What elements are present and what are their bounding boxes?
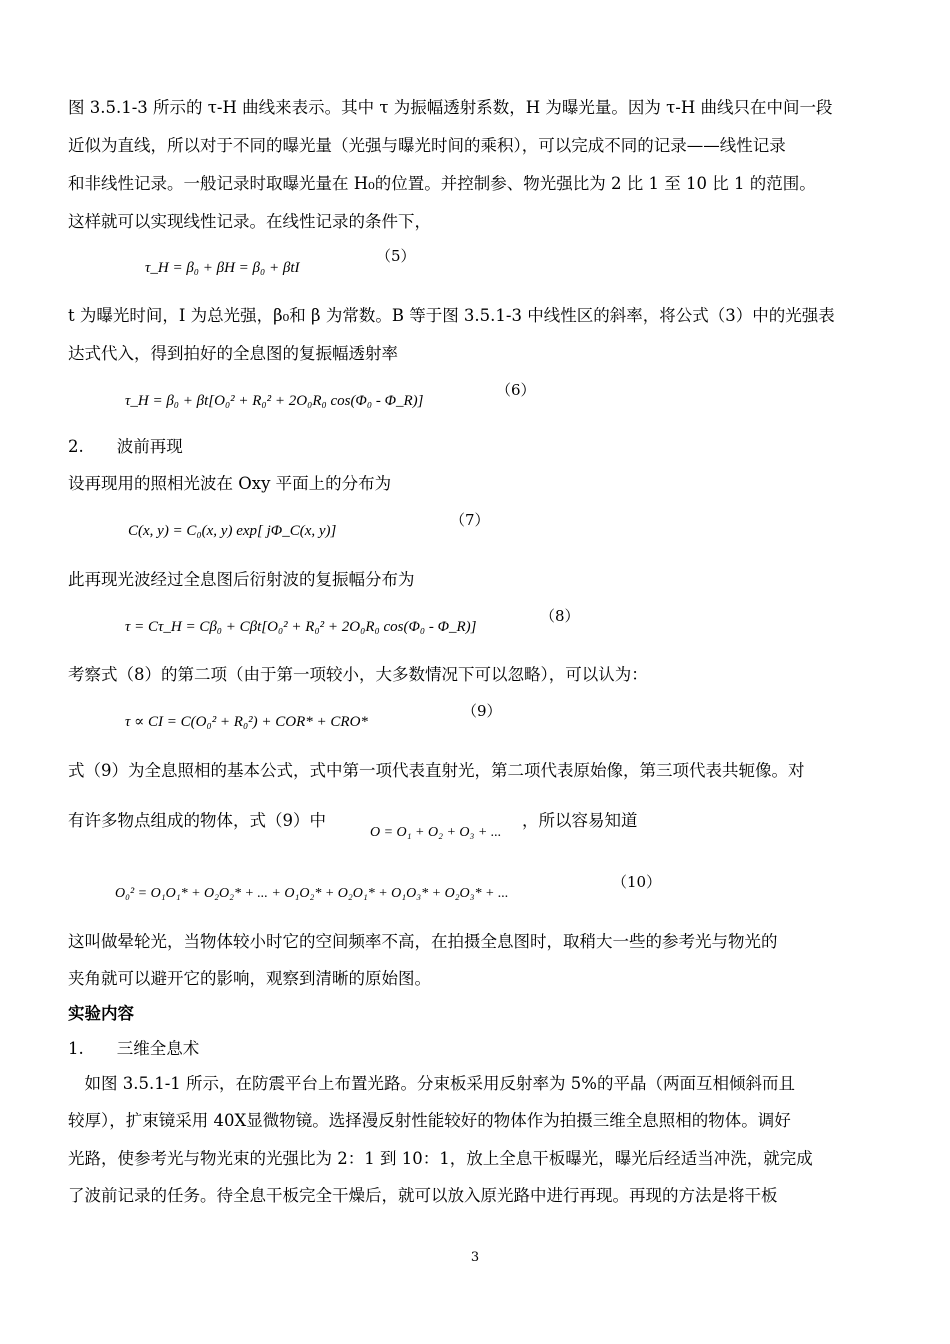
equation-number: （8）	[540, 607, 580, 625]
paragraph-line: 了波前记录的任务。待全息干板完全干燥后，就可以放入原光路中进行再现。再现的方法是将干板	[68, 1186, 778, 1205]
equation-6: τ_H = β₀ + βt[O₀² + R₀² + 2O₀R₀ cos(Φ₀ - Φ_R)]	[125, 393, 424, 409]
paragraph-line: 这叫做晕轮光，当物体较小时它的空间频率不高，在拍摄全息图时，取稍大一些的参考光与物光的	[68, 932, 778, 951]
equation-10: O₀² = O₁O₁* + O₂O₂* + ... + O₁O₂* + O₂O₁* + O₁O₃* + O₂O₃* + ...	[115, 886, 509, 901]
equation-5: τ_H = β₀ + βH = β₀ + βtI	[145, 260, 300, 276]
equation-8: τ = Cτ_H = Cβ₀ + Cβt[O₀² + R₀² + 2O₀R₀ cos(Φ₀ - Φ_R)]	[125, 619, 477, 635]
paragraph-line: ，所以容易知道	[522, 811, 638, 830]
equation-number: （6）	[496, 381, 536, 399]
equation-9: τ ∝ CI = C(O₀² + R₀²) + COR* + CRO*	[125, 714, 368, 730]
paragraph-line: 式（9）为全息照相的基本公式，式中第一项代表直射光，第二项代表原始像，第三项代表共轭像。对	[68, 761, 805, 780]
paragraph-line: 此再现光波经过全息图后衍射波的复振幅分布为	[68, 570, 415, 589]
equation-number: （7）	[450, 511, 490, 529]
paragraph-line: 和非线性记录。一般记录时取曝光量在 H₀的位置。并控制参、物光强比为 2 比 1 至 10 比 1 的范围。	[68, 174, 816, 193]
section-heading: 1. 三维全息术	[68, 1039, 200, 1058]
paragraph-line: 这样就可以实现线性记录。在线性记录的条件下，	[68, 212, 431, 231]
paragraph-line: 光路，使参考光与物光束的光强比为 2：1 到 10：1，放上全息干板曝光，曝光后经适当冲洗，就完成	[68, 1149, 813, 1168]
section-heading: 2. 波前再现	[68, 437, 183, 456]
equation-number: （10）	[612, 873, 662, 891]
paragraph-line: t 为曝光时间，I 为总光强，β₀和 β 为常数。B 等于图 3.5.1-3 中线性区的斜率，将公式（3）中的光强表	[68, 306, 835, 325]
section-title: 实验内容	[68, 1004, 134, 1023]
equation-number: （5）	[376, 247, 416, 265]
paragraph-line: 考察式（8）的第二项（由于第一项较小，大多数情况下可以忽略），可以认为：	[68, 665, 648, 684]
paragraph-line: 近似为直线，所以对于不同的曝光量（光强与曝光时间的乘积），可以完成不同的记录——线性记录	[68, 136, 786, 155]
equation-inline: O = O₁ + O₂ + O₃ + ...	[370, 825, 502, 840]
paragraph-line: 较厚），扩束镜采用 40X显微物镜。选择漫反射性能较好的物体作为拍摄三维全息照相的物体。调好	[68, 1111, 791, 1130]
paragraph-line: 达式代入，得到拍好的全息图的复振幅透射率	[68, 344, 398, 363]
paragraph-line: 图 3.5.1-3 所示的 τ-H 曲线来表示。其中 τ 为振幅透射系数，H 为曝光量。因为 τ-H 曲线只在中间一段	[68, 98, 833, 117]
paragraph-line: 夹角就可以避开它的影响，观察到清晰的原始图。	[68, 969, 431, 988]
equation-7: C(x, y) = C₀(x, y) exp[ jΦ_C(x, y)]	[128, 523, 337, 539]
paragraph-line: 设再现用的照相光波在 Oxy 平面上的分布为	[68, 474, 392, 493]
page-number: 3	[470, 1250, 480, 1265]
equation-number: （9）	[462, 702, 502, 720]
paragraph-line: 有许多物点组成的物体，式（9）中	[68, 811, 326, 830]
paragraph-line: 如图 3.5.1-1 所示，在防震平台上布置光路。分束板采用反射率为 5%的平晶（两面互相倾斜而且	[68, 1074, 795, 1093]
